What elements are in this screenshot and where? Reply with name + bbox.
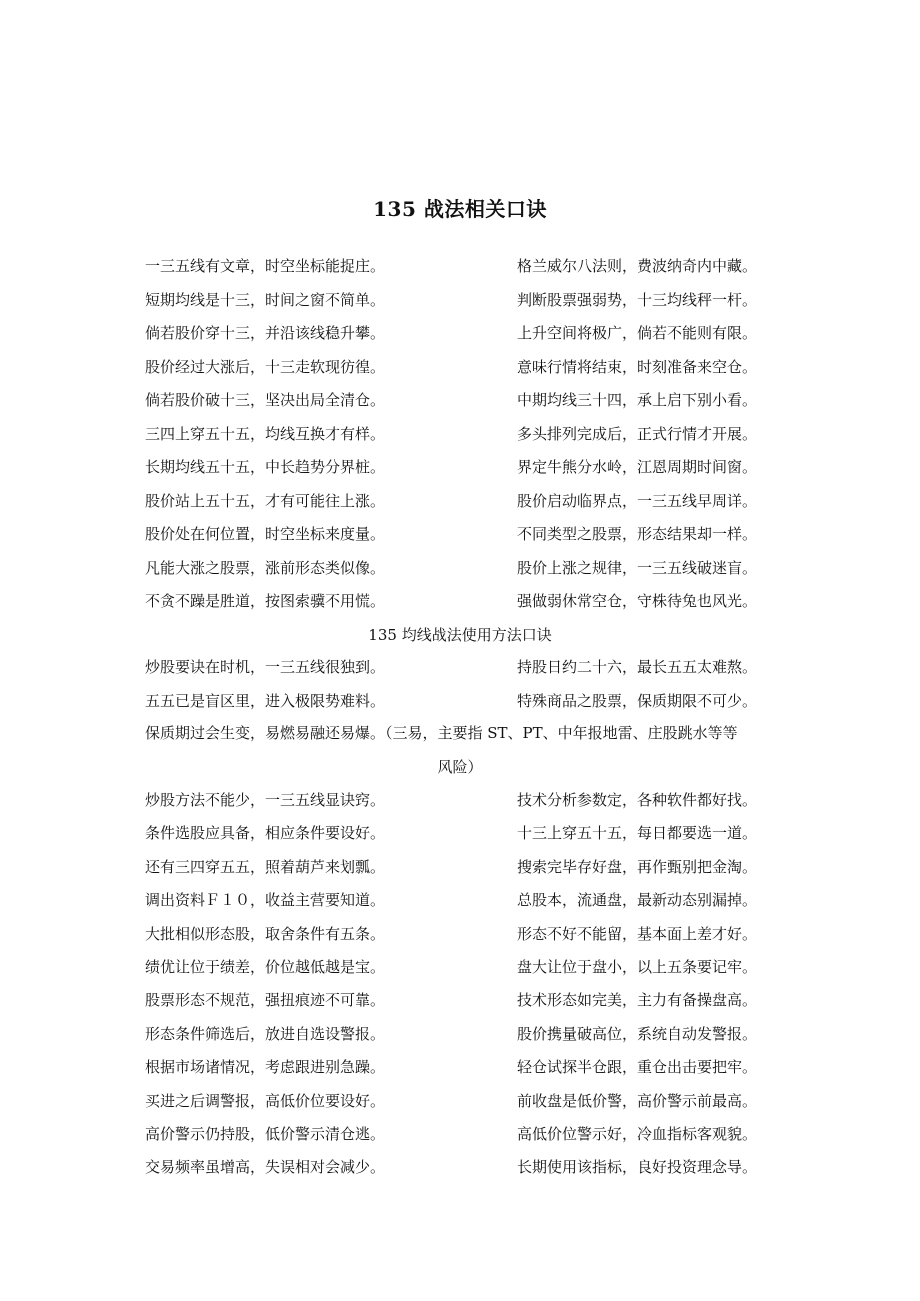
verse-left: 炒股要诀在时机，一三五线很独到。 [145,658,386,676]
verse-right: 股价启动临界点，一三五线早周详。 [517,491,758,510]
verse-right: 轻仓试探半仓跟，重仓出击要把牢。 [517,1058,758,1077]
verse-row [0,551,920,585]
verse-row [0,850,920,884]
verse-left: 条件选股应具备，相应条件要设好。 [145,824,386,843]
verse-row [0,950,920,984]
verse-left: 股票形态不规范，强扭痕迹不可靠。 [145,991,386,1010]
verse-right: 判断股票强弱势，十三均线秤一杆。 [517,290,758,309]
verse-row [0,1084,920,1118]
verse-right: 盘大让位于盘小，以上五条要记牢。 [517,958,758,976]
verse-row [0,983,920,1017]
verse-left: 股价站上五十五，才有可能往上涨。 [145,491,386,510]
verse-right: 格兰威尔八法则，费波纳奇内中藏。 [517,257,758,275]
verse-left: 高价警示仍持股，低价警示清仓逃。 [145,1125,386,1143]
verse-right: 不同类型之股票，形态结果却一样。 [517,525,758,543]
verse-left: 交易频率虽增高，失误相对会减少。 [145,1158,386,1177]
page-title: 135 战法相关口诀 [373,197,547,221]
verse-left: 绩优让位于绩差，价位越低越是宝。 [145,958,386,976]
verse-right: 意味行情将结束，时刻准备来空仓。 [517,357,758,376]
verse-right: 搜索完毕存好盘，再作甄别把金淘。 [517,857,758,876]
verse-left: 炒股方法不能少，一三五线显诀窍。 [145,791,386,809]
verse-row [0,383,920,417]
verse-left: 三四上穿五十五，均线互换才有样。 [145,424,386,443]
verse-left: 股价经过大涨后，十三走软现彷徨。 [145,357,386,376]
verse-left: 还有三四穿五五，照着葫芦来划瓢。 [145,857,386,876]
verse-left: 不贪不躁是胜道，按图索骥不用慌。 [145,592,386,610]
verse-left: 形态条件筛选后，放进自选设警报。 [145,1024,386,1043]
verse-left: 五五已是盲区里，进入极限势难料。 [145,691,386,710]
verse-left: 买进之后调警报，高低价位要设好。 [145,1091,386,1110]
verse-right: 多头排列完成后，正式行情才开展。 [517,424,758,443]
verse-row [0,1050,920,1084]
verse-row [0,517,920,551]
verse-right: 特殊商品之股票，保质期限不可少。 [517,691,758,710]
verse-right: 技术形态如完美，主力有备操盘高。 [517,991,758,1010]
verse-row [0,1117,920,1151]
verse-right: 股价携量破高位，系统自动发警报。 [517,1024,758,1043]
verse-row [0,283,920,317]
verse-row [0,684,920,718]
verse-right: 总股本，流通盘，最新动态别漏掉。 [517,891,758,910]
verse-left: 长期均线五十五，中长趋势分界桩。 [145,458,386,476]
verse-left: 短期均线是十三，时间之窗不简单。 [145,290,386,309]
verse-row [0,816,920,850]
verse-right: 强做弱休常空仓，守株待兔也风光。 [517,592,758,610]
verse-row [0,783,920,817]
verse-right: 持股日约二十六，最长五五太难熬。 [517,658,758,676]
verse-right: 股价上涨之规律，一三五线破迷盲。 [517,558,758,577]
verse-right: 形态不好不能留，基本面上差才好。 [517,924,758,943]
verse-left: 凡能大涨之股票，涨前形态类似像。 [145,558,386,577]
verse-right: 十三上穿五十五，每日都要选一道。 [517,824,758,843]
verse-row [0,1150,920,1184]
verse-row [0,484,920,518]
verse-left: 倘若股价穿十三，并沿该线稳升攀。 [145,324,386,342]
verse-row [0,417,920,451]
section-subtitle: 135 均线战法使用方法口诀 [368,626,552,644]
verse-row [0,350,920,384]
verse-right: 技术分析参数定，各种软件都好找。 [517,791,758,809]
long-verse-line: 保质期过会生变，易燃易融还易爆。（三易，主要指 ST、PT、中年报地雷、庄股跳水等等 [145,724,738,742]
verse-left: 倘若股价破十三，坚决出局全清仓。 [145,391,386,409]
verse-left: 大批相似形态股，取舍条件有五条。 [145,924,386,943]
verse-right: 界定牛熊分水岭，江恩周期时间窗。 [517,458,758,476]
verse-left: 一三五线有文章，时空坐标能捉庄。 [145,257,386,275]
verse-row [0,883,920,917]
verse-right: 中期均线三十四，承上启下别小看。 [517,391,758,409]
verse-row [0,1017,920,1051]
verse-right: 高低价位警示好，冷血指标客观貌。 [517,1125,758,1143]
verse-row [0,650,920,684]
long-verse-line-cont: 风险） [437,758,483,776]
verse-row [0,316,920,350]
verse-row [0,249,920,283]
verse-right: 长期使用该指标，良好投资理念导。 [517,1158,758,1177]
verse-right: 上升空间将极广，倘若不能则有限。 [517,324,758,342]
verse-right: 前收盘是低价警，高价警示前最高。 [517,1091,758,1110]
verse-row [0,917,920,951]
verse-left: 根据市场诸情况，考虑跟进别急躁。 [145,1058,386,1077]
verse-left: 股价处在何位置，时空坐标来度量。 [145,525,386,543]
verse-row [0,450,920,484]
verse-row [0,584,920,618]
verse-left: 调出资料Ｆ１０，收益主营要知道。 [145,891,386,910]
